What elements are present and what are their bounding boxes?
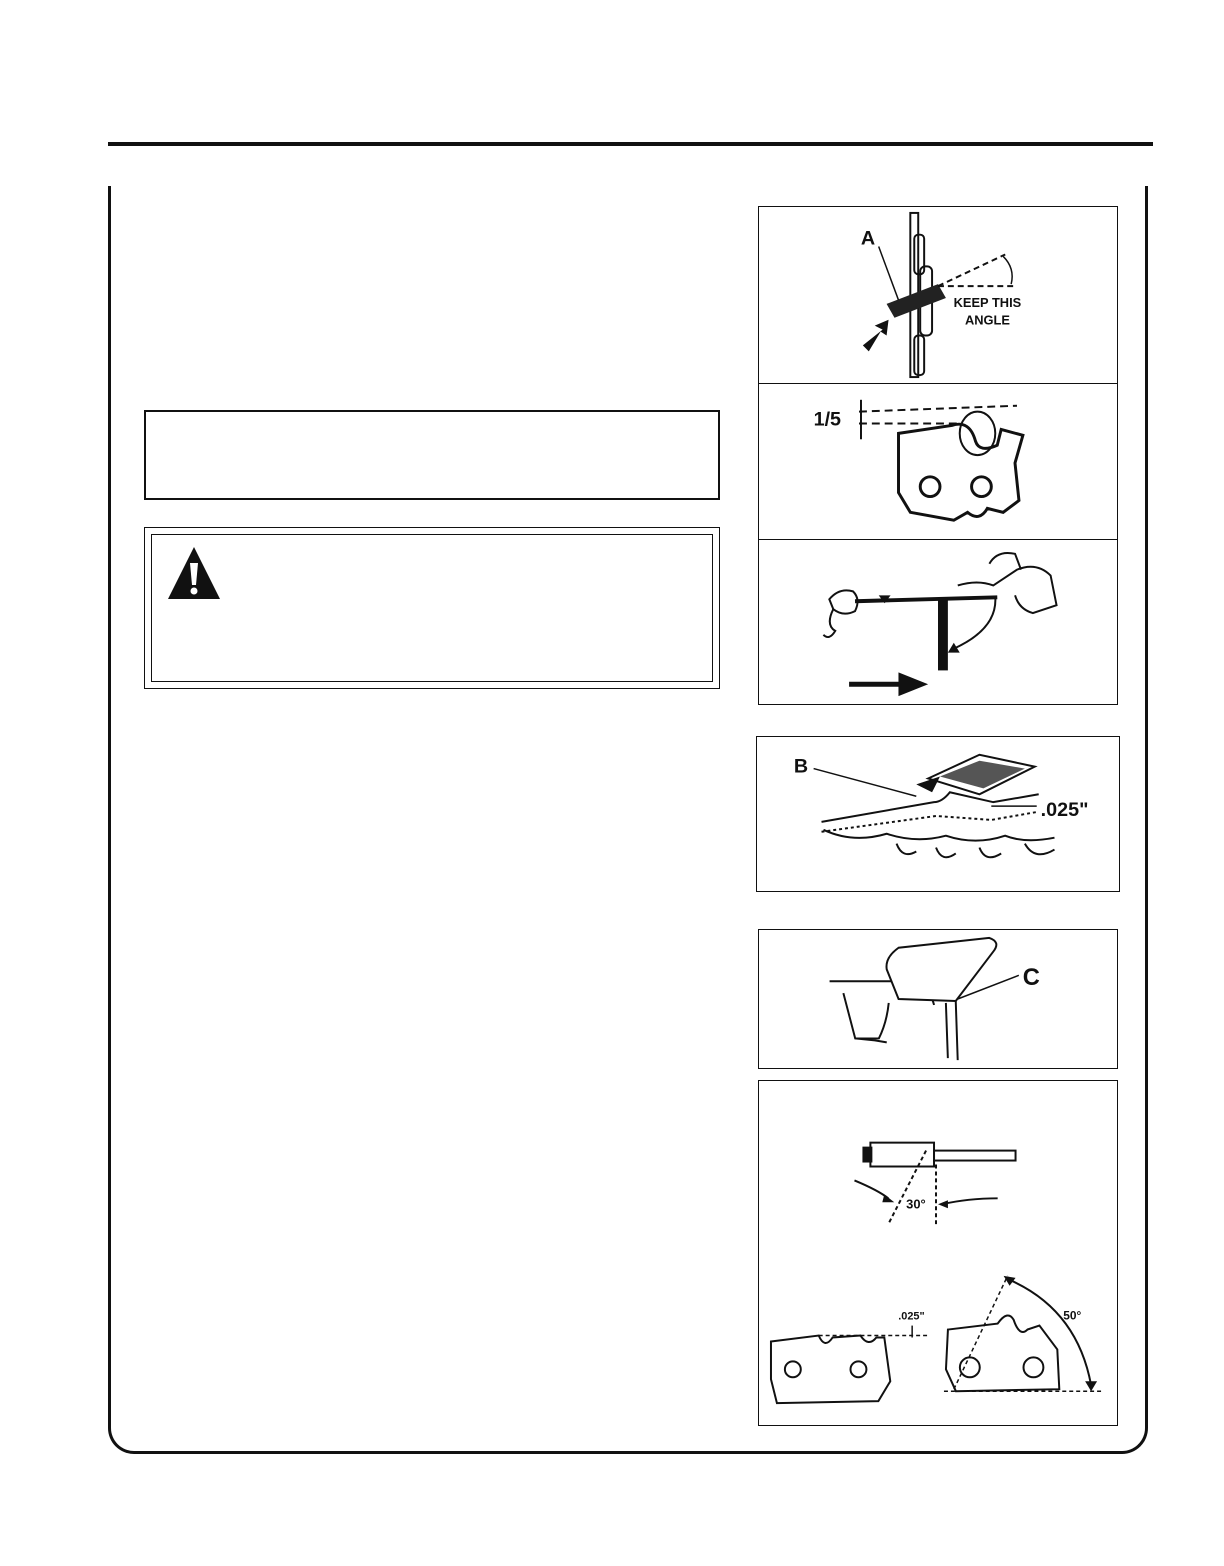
clearance-label: .025" <box>1040 798 1089 821</box>
figure-file-depth <box>758 383 1118 540</box>
figure-rounded-front <box>758 929 1118 1069</box>
side-angle: 50° <box>1063 1308 1082 1323</box>
depth-gauge-diagram <box>757 737 1119 891</box>
header-rule <box>108 142 1153 146</box>
gauge-clearance: .025" <box>898 1310 925 1323</box>
rounded-front-diagram <box>759 930 1117 1068</box>
keep-angle-line2: ANGLE <box>964 312 1010 328</box>
file-angle-diagram <box>759 207 1117 383</box>
file-holding-diagram <box>759 540 1117 704</box>
label-c: C <box>1022 965 1040 992</box>
cutter-angles-diagram <box>759 1081 1117 1425</box>
depth-fraction: 1/5 <box>813 408 842 431</box>
warning-box <box>144 527 720 689</box>
figure-cutter-angles <box>758 1080 1118 1426</box>
warning-triangle-icon <box>166 545 222 601</box>
figure-file-holding <box>758 539 1118 705</box>
label-b: B <box>793 755 809 778</box>
file-depth-diagram <box>759 384 1117 539</box>
top-plate-angle: 30° <box>906 1196 926 1212</box>
keep-angle-line1: KEEP THIS <box>953 294 1022 310</box>
figure-depth-gauge <box>756 736 1120 892</box>
warning-inner-border <box>151 534 713 682</box>
label-a: A <box>860 227 876 250</box>
note-box <box>144 410 720 500</box>
figure-file-angle <box>758 206 1118 384</box>
